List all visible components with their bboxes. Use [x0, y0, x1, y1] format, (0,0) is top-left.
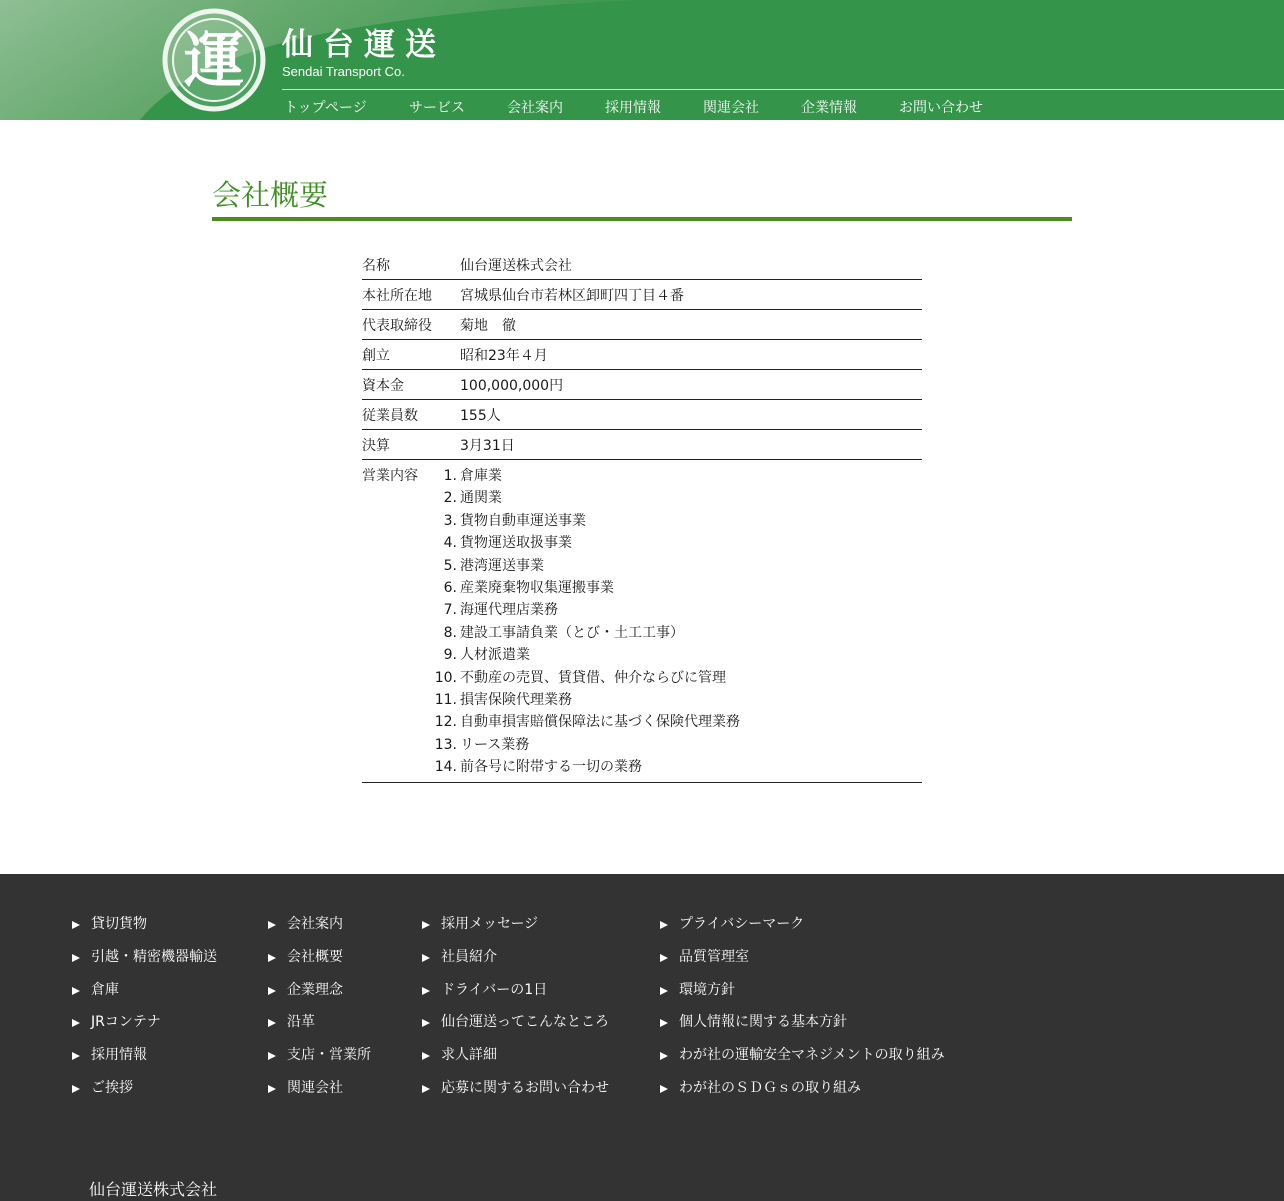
company-profile-table — [362, 250, 922, 783]
footer-link-label: 品質管理室 — [679, 948, 749, 965]
list-text: リース業務 — [460, 736, 530, 753]
nav-item-contact[interactable]: お問い合わせ — [899, 100, 983, 116]
list-number: 9. — [443, 647, 457, 664]
row-label: 名称 — [362, 250, 460, 280]
list-text: 貨物自動車運送事業 — [460, 512, 586, 529]
list-item — [443, 555, 922, 577]
table-row — [362, 310, 922, 340]
table-row — [362, 400, 922, 430]
footer-link-label: 倉庫 — [91, 981, 119, 998]
footer-link-label: 貸切貨物 — [91, 916, 147, 932]
list-number: 11. — [434, 692, 457, 709]
list-text: 産業廃棄物収集運搬事業 — [460, 580, 614, 597]
triangle-right-icon — [268, 954, 276, 962]
footer-link-label: わが社のＳＤＧｓの取り組み — [679, 1079, 861, 1096]
list-text: 通関業 — [460, 490, 502, 507]
row-value: 菊地 徹 — [460, 310, 922, 340]
list-number: 1. — [443, 468, 457, 484]
triangle-right-icon — [660, 1019, 668, 1027]
row-label: 従業員数 — [362, 400, 460, 430]
footer-link-label: プライバシーマーク — [679, 916, 805, 932]
list-text: 貨物運送取扱事業 — [460, 535, 572, 552]
nav-item-corporate-info[interactable]: 企業情報 — [801, 100, 857, 116]
site-footer — [0, 874, 1284, 1201]
triangle-right-icon — [660, 954, 668, 962]
list-item — [434, 667, 922, 689]
business-list — [434, 465, 922, 779]
nav-item-recruit[interactable]: 採用情報 — [605, 100, 661, 116]
list-number: 2. — [443, 490, 457, 507]
global-nav — [284, 97, 999, 119]
list-text: 倉庫業 — [460, 468, 502, 484]
table-row — [362, 430, 922, 460]
table-row — [362, 340, 922, 370]
list-text: 自動車損害賠償保障法に基づく保険代理業務 — [460, 714, 740, 731]
list-text: 損害保険代理業務 — [460, 692, 572, 709]
list-item — [443, 577, 922, 599]
list-number: 5. — [443, 557, 457, 574]
list-text: 海運代理店業務 — [460, 602, 558, 619]
list-number: 6. — [443, 580, 457, 597]
triangle-right-icon — [422, 987, 430, 995]
triangle-right-icon — [660, 921, 668, 929]
footer-link-label: ドライバーの1日 — [441, 981, 548, 998]
triangle-right-icon — [422, 921, 430, 929]
triangle-right-icon — [72, 1085, 80, 1093]
title-underline — [212, 217, 1072, 221]
list-item — [443, 644, 922, 666]
list-item — [443, 510, 922, 532]
list-number: 13. — [434, 736, 457, 753]
company-name-logo[interactable]: 仙台運送 — [282, 27, 446, 63]
list-item — [443, 465, 922, 487]
list-item — [434, 689, 922, 711]
row-value: 宮城県仙台市若林区卸町四丁目４番 — [460, 280, 922, 310]
row-value — [434, 460, 922, 783]
list-number: 4. — [443, 535, 457, 552]
triangle-right-icon — [422, 1085, 430, 1093]
nav-item-services[interactable]: サービス — [409, 100, 465, 116]
list-text: 不動産の売買、賃貸借、仲介ならびに管理 — [460, 669, 726, 686]
triangle-right-icon — [72, 921, 80, 929]
list-number: 7. — [443, 602, 457, 619]
nav-divider — [282, 89, 1284, 90]
table-row-business — [362, 460, 922, 783]
footer-company-name: 仙台運送株式会社 — [89, 1180, 218, 1199]
footer-link-label: 会社概要 — [287, 948, 343, 965]
triangle-right-icon — [422, 954, 430, 962]
footer-link-label: JRコンテナ — [91, 1014, 161, 1031]
footer-link-label: 関連会社 — [287, 1079, 343, 1096]
row-label: 決算 — [362, 430, 460, 460]
list-number: 8. — [443, 624, 457, 641]
table-row — [362, 280, 922, 310]
footer-link-label: 会社案内 — [287, 916, 343, 932]
list-number: 3. — [443, 512, 457, 529]
list-item — [443, 622, 922, 644]
footer-link-label: 社員紹介 — [441, 948, 497, 965]
footer-link-label: 応募に関するお問い合わせ — [441, 1079, 609, 1096]
list-number: 10. — [434, 669, 457, 686]
triangle-right-icon — [660, 987, 668, 995]
footer-link-label: 支店・営業所 — [287, 1047, 371, 1064]
list-item — [434, 756, 922, 778]
table-row — [362, 370, 922, 400]
triangle-right-icon — [72, 987, 80, 995]
row-label: 本社所在地 — [362, 280, 460, 310]
footer-link-label: 沿革 — [287, 1014, 315, 1031]
list-item — [443, 487, 922, 509]
triangle-right-icon — [268, 1052, 276, 1060]
triangle-right-icon — [72, 954, 80, 962]
list-item — [443, 599, 922, 621]
list-text: 人材派遣業 — [460, 647, 530, 664]
nav-item-affiliates[interactable]: 関連会社 — [703, 100, 759, 116]
list-item — [434, 711, 922, 733]
row-label: 創立 — [362, 340, 460, 370]
nav-item-company-guide[interactable]: 会社案内 — [507, 100, 563, 116]
footer-link-label: 引越・精密機器輸送 — [91, 948, 217, 965]
triangle-right-icon — [660, 1085, 668, 1093]
footer-link-label: 環境方針 — [679, 981, 735, 998]
row-label: 代表取締役 — [362, 310, 460, 340]
row-value: 3月31日 — [460, 430, 922, 460]
nav-item-top[interactable]: トップページ — [284, 100, 367, 116]
footer-link-label: 個人情報に関する基本方針 — [679, 1014, 847, 1031]
footer-link-label: 企業理念 — [287, 981, 343, 998]
triangle-right-icon — [660, 1052, 668, 1060]
footer-link-label: 採用メッセージ — [441, 916, 539, 932]
triangle-right-icon — [268, 1085, 276, 1093]
triangle-right-icon — [268, 1019, 276, 1027]
row-value: 100,000,000円 — [460, 370, 922, 400]
row-label: 営業内容 — [362, 460, 460, 783]
page-title: 会社概要 — [212, 178, 329, 212]
list-item — [443, 532, 922, 554]
row-value: 155人 — [460, 400, 922, 430]
list-item — [434, 734, 922, 756]
footer-link-label: 求人詳細 — [441, 1047, 497, 1064]
table-row — [362, 250, 922, 280]
site-header — [0, 0, 1284, 120]
logo-character: 運 — [184, 26, 244, 96]
row-value: 昭和23年４月 — [460, 340, 922, 370]
triangle-right-icon — [268, 987, 276, 995]
list-number: 12. — [434, 714, 457, 731]
row-label: 資本金 — [362, 370, 460, 400]
company-name-english: Sendai Transport Co. — [282, 64, 405, 79]
triangle-right-icon — [72, 1052, 80, 1060]
footer-link-label: 仙台運送ってこんなところ — [441, 1014, 609, 1031]
company-logo-emblem[interactable] — [162, 8, 266, 112]
list-text: 港湾運送事業 — [460, 557, 544, 574]
footer-link-label: わが社の運輸安全マネジメントの取り組み — [679, 1047, 945, 1064]
list-text: 建設工事請負業（とび・土工工事） — [460, 624, 684, 641]
list-number: 14. — [434, 759, 457, 776]
triangle-right-icon — [422, 1052, 430, 1060]
row-value: 仙台運送株式会社 — [460, 250, 922, 280]
triangle-right-icon — [422, 1019, 430, 1027]
footer-link-label: ご挨拶 — [91, 1079, 133, 1096]
triangle-right-icon — [72, 1019, 80, 1027]
triangle-right-icon — [268, 921, 276, 929]
list-text: 前各号に附帯する一切の業務 — [460, 759, 642, 776]
footer-link-label: 採用情報 — [91, 1047, 147, 1064]
